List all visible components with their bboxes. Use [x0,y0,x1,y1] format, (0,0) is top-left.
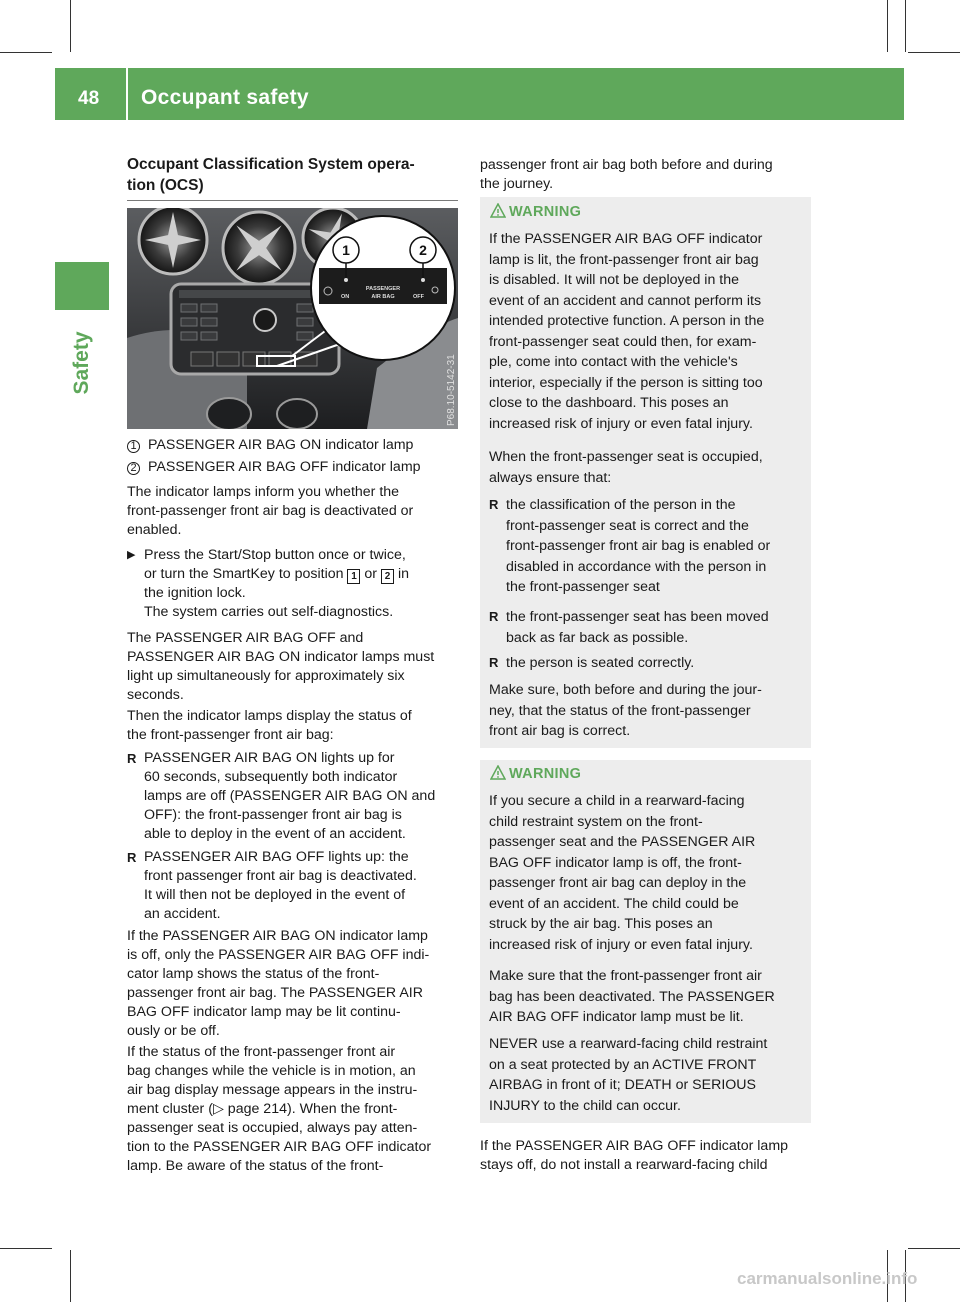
bullet-icon: R [489,655,499,670]
page-title: Occupant safety [141,86,309,109]
page-ref-arrow-icon: ▷ [212,1101,224,1117]
warning-paragraph: If the PASSENGER AIR BAG OFF indicator lamp is lit, the front-passenger front air bag is disabled. It will not be deployed in the event of an accident and cannot perform its intended protective function. A person in the front-passenger seat could then, for exam- ple, come into contact with the vehicle's interior, especially if the person is sitting too close to the dashboard. This poses an increased risk of injury or even fatal injury. [489,231,765,432]
panel-off-label: OFF [413,294,424,300]
warning-bullet: R the front-passenger seat has been moved back as far back as possible. [489,609,769,646]
instruction-step: ▶ Press the Start/Stop button once or twice, or turn the SmartKey to position 1 or 2 in the ignition lock. The system carries out self-diagnostics. [127,547,409,620]
legend-item: 2 PASSENGER AIR BAG OFF indicator lamp [127,458,421,477]
intro-paragraph: The indicator lamps inform you whether the front-passenger front air bag is deactivated or enabled. [127,484,414,538]
paragraph: passenger front air bag both before and during the journey. [480,157,773,192]
section-title: Occupant Classification System opera- tion (OCS) [127,156,415,194]
legend-number: 1 [127,440,140,453]
legend-number: 2 [127,462,140,475]
crop-mark [0,52,52,53]
watermark: carmanualsonline.info [737,1269,918,1288]
panel-passenger-label: PASSENGER [365,286,401,292]
callout-2: 2 [419,242,427,258]
warning-paragraph: Make sure, both before and during the jour- ney, that the status of the front-passenger front air bag is correct. [489,682,762,739]
key-position-1: 1 [347,569,360,584]
paragraph: If the PASSENGER AIR BAG ON indicator lamp is off, only the PASSENGER AIR BAG OFF indi- cator lamp shows the status of the front- passenger front air bag. The PASSENGER AIR BAG OFF indicator lamp may be lit continu- ously or be off. [127,928,430,1039]
legend-item: 1 PASSENGER AIR BAG ON indicator lamp [127,436,413,455]
step-arrow-icon: ▶ [127,549,136,561]
panel-on-label: ON [341,294,350,300]
warning-paragraph: NEVER use a rearward-facing child restraint on a seat protected by an ACTIVE FRONT AIRBAG in front of it; DEATH or SERIOUS INJURY to the child can occur. [489,1036,768,1114]
warning-triangle-icon [490,765,506,781]
paragraph: Then the indicator lamps display the status of the front-passenger front air bag: [127,708,412,743]
paragraph: If the PASSENGER AIR BAG OFF indicator lamp stays off, do not install a rearward-facing child [480,1138,789,1173]
section-tab [55,262,109,310]
warning-paragraph: When the front-passenger seat is occupied, always ensure that: [489,449,763,486]
bullet-item: R PASSENGER AIR BAG OFF lights up: the front passenger front air bag is deactivated. It will then not be deployed in the event of an accident. [127,849,417,922]
warning-triangle-icon [490,203,506,219]
warning-heading: WARNING [509,766,582,782]
header-divider [126,68,128,120]
crop-mark [887,0,888,52]
bullet-icon: R [489,497,499,512]
callout-1: 1 [342,242,350,258]
paragraph: The PASSENGER AIR BAG OFF and PASSENGER AIR BAG ON indicator lamps must light up simultaneously for approximately six seconds. [127,630,435,703]
warning-bullet: R the classification of the person in the front-passenger seat is correct and the front-passenger front air bag is enabled or disabled in accordance with the person in the front-passenger seat [489,497,771,595]
bullet-icon: R [489,609,499,624]
panel-airbag-label: AIR BAG [371,294,395,300]
crop-mark [905,0,906,52]
dashboard-photo [127,208,458,429]
dashboard-illustration [127,208,458,429]
crop-mark [908,52,960,53]
page-number: 48 [78,88,100,109]
paragraph: If the status of the front-passenger front air bag changes while the vehicle is in motion, an air bag display message appears in the instru- ment cluster (▷ page 214). When the front- passenger seat is occupied, always pay atten- tion to the PASSENGER AIR BAG OFF indicator lamp. Be aware of the status of the front- [127,1044,432,1174]
warning-paragraph: If you secure a child in a rearward-facing child restraint system on the front- passenger seat and the PASSENGER AIR BAG OFF indicator lamp is off, the front- passenger front air bag can deploy in the event of an accident. The child could be struck by the air bag. This poses an increased risk of injury or even fatal injury. [489,793,756,953]
crop-mark [0,1248,52,1249]
bullet-icon: R [127,751,137,766]
crop-mark [70,0,71,52]
key-position-2: 2 [381,569,394,584]
title-rule [127,200,458,201]
photo-code: P68.10-5142-31 [446,354,457,426]
section-tab-label: Safety [70,331,93,395]
warning-bullet: R the person is seated correctly. [489,653,809,674]
page-reference-link[interactable]: page 214). When the front- [223,1101,398,1117]
crop-mark [70,1250,71,1302]
bullet-item: R PASSENGER AIR BAG ON lights up for 60 seconds, subsequently both indicator lamps are off (PASSENGER AIR BAG ON and OFF): the front-passenger front air bag is able to deploy in the event of an accident. [127,750,436,842]
warning-paragraph: Make sure that the front-passenger front air bag has been deactivated. The PASSENGER AIR BAG OFF indicator lamp must be lit. [489,968,775,1025]
warning-heading: WARNING [509,204,582,220]
bullet-icon: R [127,850,137,865]
crop-mark [908,1248,960,1249]
